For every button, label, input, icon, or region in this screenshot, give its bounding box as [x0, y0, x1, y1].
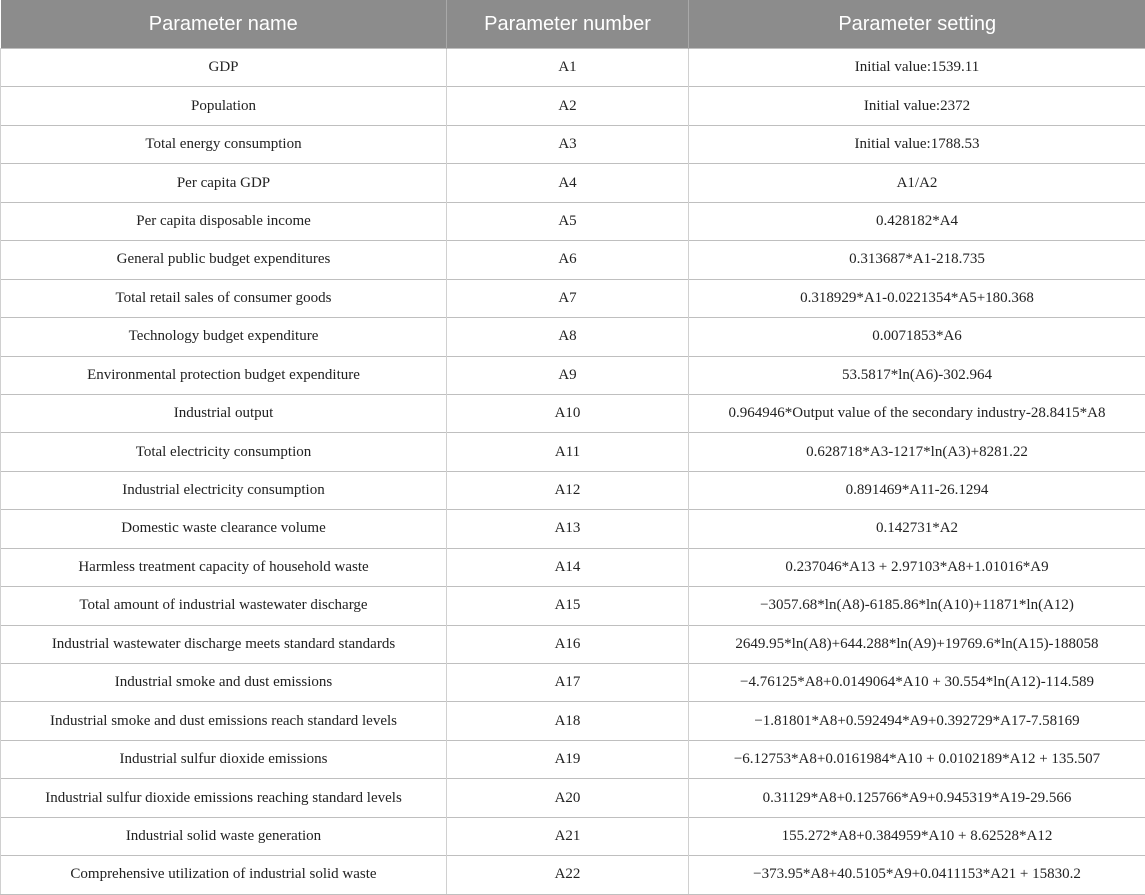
- parameter-number-cell: A1: [447, 49, 689, 87]
- parameter-number-cell: A22: [447, 856, 689, 894]
- parameter-name-cell: Industrial smoke and dust emissions: [1, 664, 447, 702]
- parameter-name-cell: Industrial sulfur dioxide emissions: [1, 740, 447, 778]
- table-row: [1, 587, 1145, 625]
- parameter-name-cell: Industrial electricity consumption: [1, 471, 447, 509]
- table-row: [1, 740, 1145, 778]
- parameter-number-cell: A20: [447, 779, 689, 817]
- table-row: [1, 164, 1145, 202]
- table-row: [1, 49, 1145, 87]
- parameter-setting-cell: Initial value:1539.11: [689, 49, 1145, 87]
- parameter-number-cell: A7: [447, 279, 689, 317]
- header-row: [1, 0, 1145, 49]
- parameter-number-cell: A3: [447, 125, 689, 163]
- table-body: [1, 49, 1145, 895]
- parameter-name-cell: Technology budget expenditure: [1, 318, 447, 356]
- parameter-setting-cell: 0.318929*A1-0.0221354*A5+180.368: [689, 279, 1145, 317]
- parameter-name-cell: Total amount of industrial wastewater discharge: [1, 587, 447, 625]
- table-header: [1, 0, 1145, 49]
- parameter-setting-cell: Initial value:2372: [689, 87, 1145, 125]
- table-row: [1, 279, 1145, 317]
- table-row: [1, 241, 1145, 279]
- header-parameter-setting: Parameter setting: [689, 0, 1145, 49]
- table-row: [1, 87, 1145, 125]
- parameter-name-cell: Domestic waste clearance volume: [1, 510, 447, 548]
- parameter-setting-cell: 0.964946*Output value of the secondary industry-28.8415*A8: [689, 394, 1145, 432]
- table-row: [1, 664, 1145, 702]
- parameter-name-cell: Industrial wastewater discharge meets standard standards: [1, 625, 447, 663]
- parameter-setting-cell: 0.0071853*A6: [689, 318, 1145, 356]
- parameter-number-cell: A17: [447, 664, 689, 702]
- parameter-setting-cell: 0.313687*A1-218.735: [689, 241, 1145, 279]
- parameter-name-cell: Industrial sulfur dioxide emissions reaching standard levels: [1, 779, 447, 817]
- parameter-name-cell: Environmental protection budget expenditure: [1, 356, 447, 394]
- parameter-setting-cell: −373.95*A8+40.5105*A9+0.0411153*A21 + 15830.2: [689, 856, 1145, 894]
- parameter-number-cell: A21: [447, 817, 689, 855]
- table-row: [1, 779, 1145, 817]
- parameter-setting-cell: 0.142731*A2: [689, 510, 1145, 548]
- table-row: [1, 510, 1145, 548]
- parameter-setting-cell: 0.31129*A8+0.125766*A9+0.945319*A19-29.566: [689, 779, 1145, 817]
- parameter-number-cell: A14: [447, 548, 689, 586]
- parameter-number-cell: A10: [447, 394, 689, 432]
- parameter-number-cell: A4: [447, 164, 689, 202]
- parameter-name-cell: Per capita disposable income: [1, 202, 447, 240]
- parameter-number-cell: A11: [447, 433, 689, 471]
- table-row: [1, 202, 1145, 240]
- parameter-name-cell: Total energy consumption: [1, 125, 447, 163]
- parameter-number-cell: A9: [447, 356, 689, 394]
- header-parameter-name: Parameter name: [1, 0, 447, 49]
- parameter-setting-cell: −6.12753*A8+0.0161984*A10 + 0.0102189*A12 + 135.507: [689, 740, 1145, 778]
- parameter-name-cell: Industrial smoke and dust emissions reach standard levels: [1, 702, 447, 740]
- table-row: [1, 471, 1145, 509]
- parameter-name-cell: Comprehensive utilization of industrial solid waste: [1, 856, 447, 894]
- table-row: [1, 318, 1145, 356]
- parameter-setting-cell: Initial value:1788.53: [689, 125, 1145, 163]
- parameter-number-cell: A6: [447, 241, 689, 279]
- parameter-name-cell: General public budget expenditures: [1, 241, 447, 279]
- parameter-number-cell: A18: [447, 702, 689, 740]
- parameter-number-cell: A16: [447, 625, 689, 663]
- parameter-name-cell: Harmless treatment capacity of household waste: [1, 548, 447, 586]
- parameter-setting-cell: −1.81801*A8+0.592494*A9+0.392729*A17-7.58169: [689, 702, 1145, 740]
- parameter-setting-cell: −4.76125*A8+0.0149064*A10 + 30.554*ln(A12)-114.589: [689, 664, 1145, 702]
- parameter-setting-cell: 53.5817*ln(A6)-302.964: [689, 356, 1145, 394]
- parameter-setting-cell: 0.237046*A13 + 2.97103*A8+1.01016*A9: [689, 548, 1145, 586]
- table-row: [1, 394, 1145, 432]
- parameter-setting-cell: 155.272*A8+0.384959*A10 + 8.62528*A12: [689, 817, 1145, 855]
- parameter-number-cell: A12: [447, 471, 689, 509]
- parameter-number-cell: A13: [447, 510, 689, 548]
- table-row: [1, 356, 1145, 394]
- table-row: [1, 125, 1145, 163]
- parameter-setting-cell: −3057.68*ln(A8)-6185.86*ln(A10)+11871*ln(A12): [689, 587, 1145, 625]
- table-row: [1, 548, 1145, 586]
- parameter-name-cell: GDP: [1, 49, 447, 87]
- parameter-name-cell: Population: [1, 87, 447, 125]
- parameter-number-cell: A8: [447, 318, 689, 356]
- parameter-name-cell: Industrial output: [1, 394, 447, 432]
- header-parameter-number: Parameter number: [447, 0, 689, 49]
- parameter-name-cell: Total electricity consumption: [1, 433, 447, 471]
- parameter-setting-cell: A1/A2: [689, 164, 1145, 202]
- parameter-name-cell: Per capita GDP: [1, 164, 447, 202]
- table-row: [1, 817, 1145, 855]
- parameter-name-cell: Total retail sales of consumer goods: [1, 279, 447, 317]
- parameter-number-cell: A2: [447, 87, 689, 125]
- parameter-setting-cell: 0.428182*A4: [689, 202, 1145, 240]
- parameter-number-cell: A15: [447, 587, 689, 625]
- table-row: [1, 625, 1145, 663]
- table-row: [1, 702, 1145, 740]
- parameter-setting-cell: 2649.95*ln(A8)+644.288*ln(A9)+19769.6*ln(A15)-188058: [689, 625, 1145, 663]
- parameter-number-cell: A19: [447, 740, 689, 778]
- parameter-setting-cell: 0.628718*A3-1217*ln(A3)+8281.22: [689, 433, 1145, 471]
- parameter-number-cell: A5: [447, 202, 689, 240]
- table-row: [1, 856, 1145, 894]
- parameter-setting-cell: 0.891469*A11-26.1294: [689, 471, 1145, 509]
- table-row: [1, 433, 1145, 471]
- parameter-name-cell: Industrial solid waste generation: [1, 817, 447, 855]
